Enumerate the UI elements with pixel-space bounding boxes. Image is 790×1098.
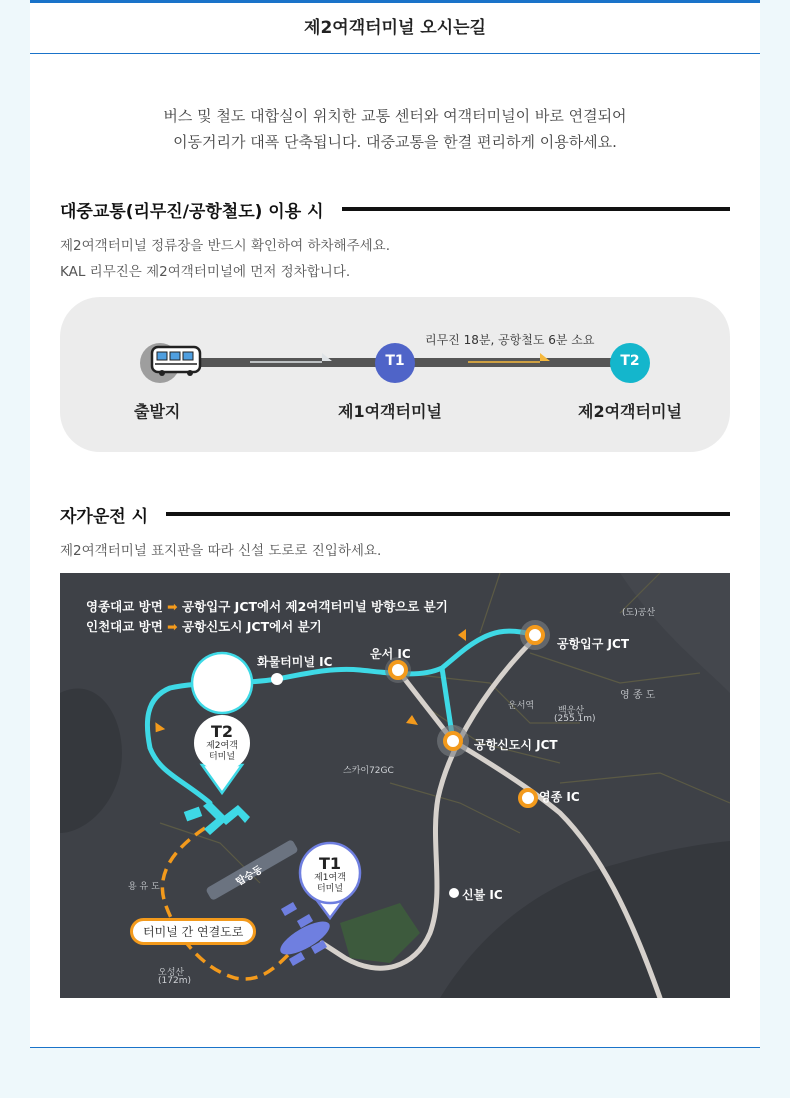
t2-pin [192, 653, 252, 713]
t2-pin-line-1: 제2여객 [206, 741, 238, 751]
osungsan-label: 오성산 [158, 968, 185, 978]
newtown-jct-marker [445, 733, 461, 749]
connector-road [162, 828, 290, 979]
sea-area [620, 573, 730, 693]
t2-label: 제2여객터미널 [578, 402, 682, 421]
osungsan-height: (172m) [158, 976, 191, 986]
legend-to: 공항신도시 JCT에서 분기 [182, 619, 322, 634]
arrow-right-icon: ➡ [167, 619, 178, 634]
t1-pin-label [300, 855, 360, 895]
gongsan-label: (도)공산 [622, 608, 656, 618]
yongyudo-label: 용 유 도 [128, 882, 160, 892]
baekunsan-label: 백운산 [558, 706, 585, 716]
content-card [30, 0, 760, 1048]
t2-terminal [184, 801, 250, 835]
section-description: 제2여객터미널 표지판을 따라 신설 도로로 진입하세요. [60, 543, 382, 559]
direction-arrow [406, 715, 418, 725]
sinbul-ic-label: 신불 IC [462, 888, 503, 902]
travel-time-label: 리무진 18분, 공항철도 6분 소요 [425, 333, 595, 347]
legend-to: 공항입구 JCT에서 제2여객터미널 방향으로 분기 [182, 599, 448, 614]
sinbul-ic-marker [449, 888, 459, 898]
unseo-station-label: 운서역 [508, 701, 535, 711]
sea-area [60, 688, 122, 833]
yeongjong-ic-label: 영종 IC [539, 790, 580, 804]
section-public-transport [60, 195, 730, 223]
yeongjong-ic-marker [520, 790, 536, 806]
section-heading: 자가운전 시 [60, 506, 149, 527]
concourse-label: 탑승동 [234, 864, 265, 889]
entry-jct-marker [527, 627, 543, 643]
description-line-2: KAL 리무진은 제2여객터미널에 먼저 정차합니다. [60, 264, 351, 280]
t2-pin-label [192, 723, 252, 763]
t1-pin-line-1: 제1여객 [314, 873, 346, 883]
direction-arrow [151, 722, 165, 735]
description-line-1: 제2여객터미널 정류장을 반드시 확인하여 하차해주세요. [60, 238, 390, 254]
intro-line-1: 버스 및 철도 대합실이 위치한 교통 센터와 여객터미널이 바로 연결되어 [163, 107, 627, 125]
legend-line-2 [86, 617, 322, 635]
origin-label: 출발지 [134, 402, 181, 421]
t1-pin-line-2: 터미널 [316, 884, 344, 894]
t2-pin-badge: T2 [210, 722, 234, 741]
intro-text [30, 103, 760, 155]
t1-badge: T1 [385, 353, 405, 369]
page-title: 제2여객터미널 오시는길 [30, 3, 760, 54]
intro-line-2: 이동거리가 대폭 단축됩니다. 대중교통을 한결 편리하게 이용하세요. [173, 133, 617, 151]
section-description [60, 233, 390, 285]
section-driving [60, 500, 730, 528]
t2-pin-line-2: 터미널 [208, 752, 236, 762]
sky72-label: 스카이72GC [343, 766, 394, 776]
bus-icon [140, 343, 200, 383]
section-heading: 대중교통(리무진/공항철도) 이용 시 [60, 201, 324, 222]
arrow-right-icon: ➡ [167, 599, 178, 614]
airport-entry-jct-label: 공항입구 JCT [557, 637, 630, 651]
t1-pin-badge: T1 [318, 854, 342, 873]
connector-road-label: 터미널 간 연결도로 [130, 918, 256, 945]
driving-map [60, 573, 730, 998]
airport-newtown-jct-label: 공항신도시 JCT [474, 738, 558, 752]
legend-line-1 [86, 597, 448, 615]
baekunsan-height: (255.1m) [554, 714, 596, 724]
cargo-ic-label: 화물터미널 IC [257, 655, 333, 669]
t2-badge: T2 [620, 353, 640, 369]
cargo-ic-marker [271, 673, 283, 685]
sea-area [440, 841, 730, 998]
park-area [340, 903, 420, 963]
legend-from: 인천대교 방면 [86, 619, 163, 634]
unseo-ic-label: 운서 IC [370, 647, 411, 661]
direction-arrow [458, 629, 466, 641]
section-divider [166, 512, 730, 516]
unseo-ic-marker [390, 662, 406, 678]
legend-from: 영종대교 방면 [86, 599, 163, 614]
t1-label: 제1여객터미널 [338, 402, 442, 421]
yeongjongdo-label: 영 종 도 [620, 690, 656, 701]
section-divider [342, 207, 731, 211]
route-diagram [60, 297, 730, 452]
